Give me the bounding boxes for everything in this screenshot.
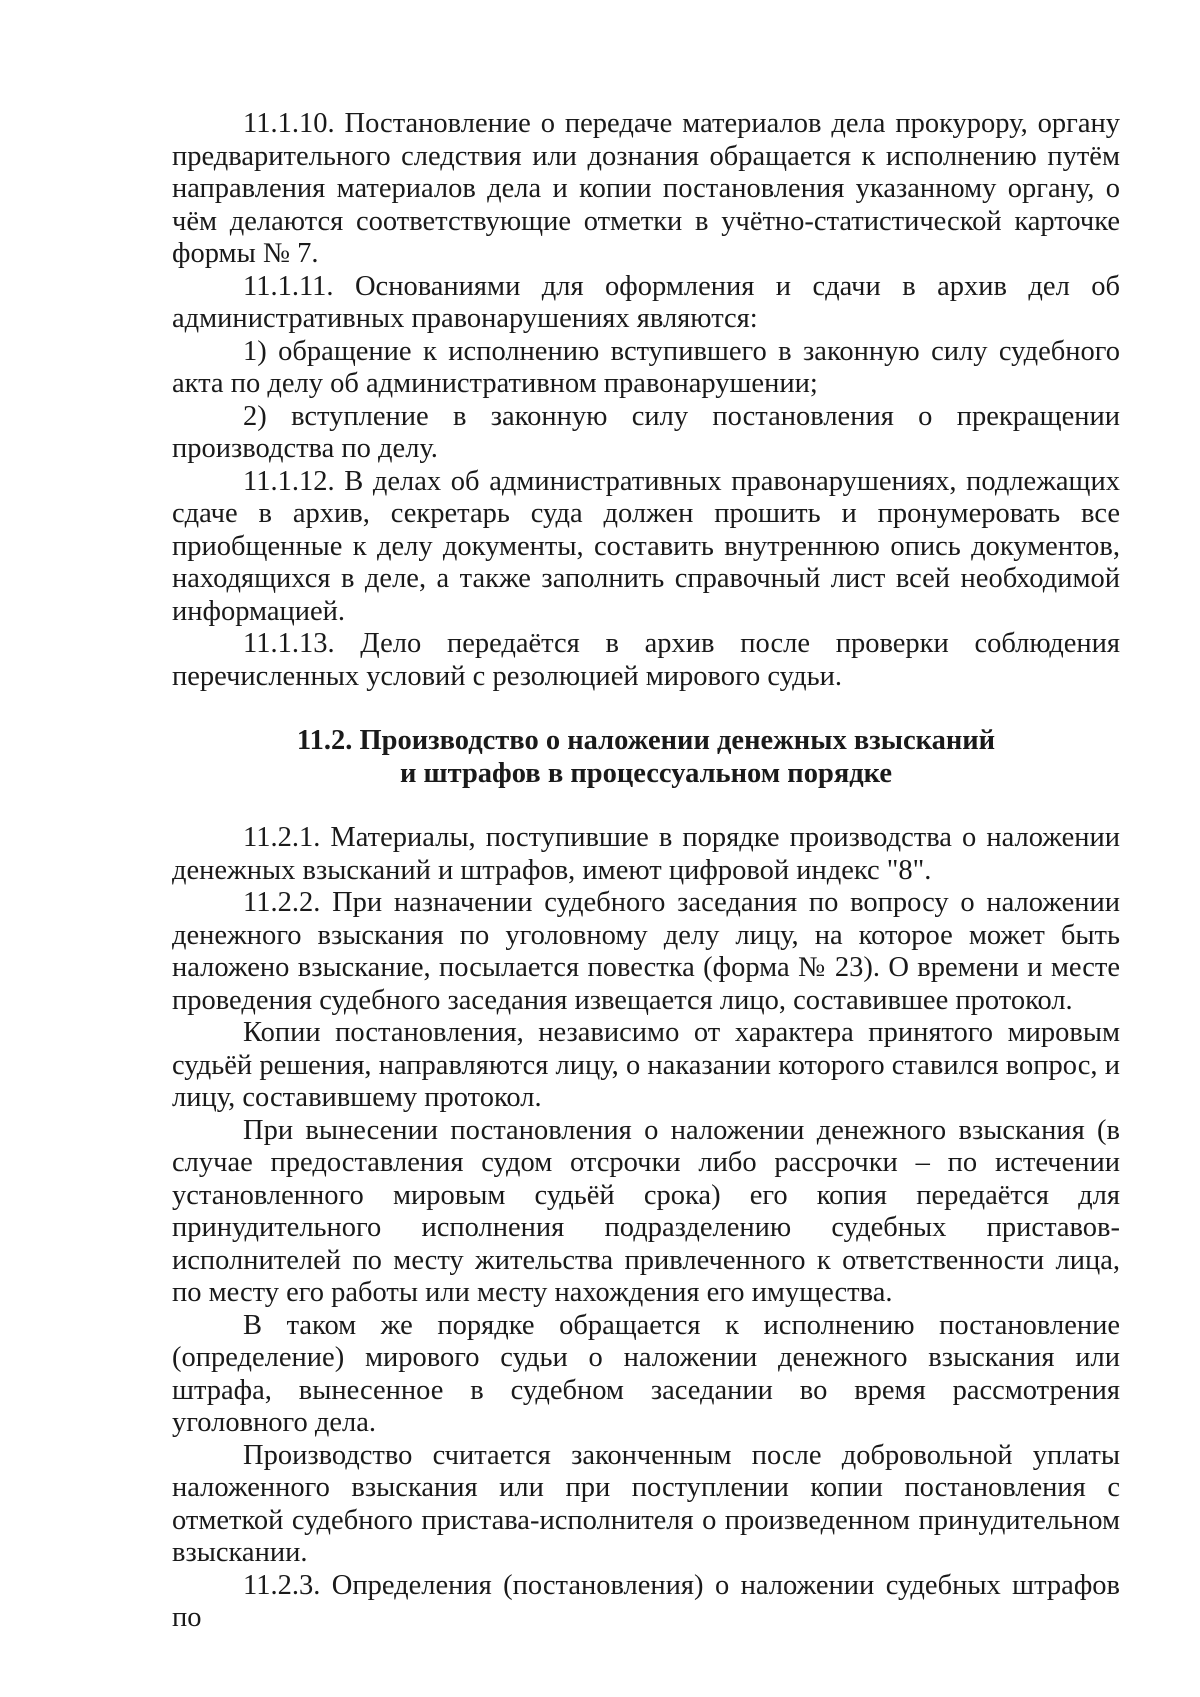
list-item-1: 1) обращение к исполнению вступившего в законную силу судебного акта по делу об административном правонарушении;: [172, 335, 1120, 399]
paragraph-11-1-12: 11.1.12. В делах об административных правонарушениях, подлежащих сдаче в архив, секретарь суда должен прошить и пронумеровать все приобщенные к делу документы, составить внутреннюю опись документов, находящихся в деле, а также заполнить справочный лист всей необходимой информацией.: [172, 465, 1120, 627]
paragraph-11-2-1: 11.2.1. Материалы, поступившие в порядке производства о наложении денежных взысканий и штрафов, имеют цифровой индекс "8".: [172, 822, 1120, 886]
paragraph-11-2-3: 11.2.3. Определения (постановления) о наложении судебных штрафов по: [172, 1569, 1120, 1633]
paragraph-11-1-13: 11.1.13. Дело передаётся в архив после проверки соблюдения перечисленных условий с резолюцией мирового судьи.: [172, 628, 1120, 692]
paragraph-enforcement: При вынесении постановления о наложении денежного взыскания (в случае предоставления судом отсрочки либо рассрочки – по истечении установленного мировым судьёй срока) его копия передаётся для принудительного исполнения подразделению судебных приставов-исполнителей по месту жительства привлеченного к ответственности лица, по месту его работы или месту нахождения его имущества.: [172, 1114, 1120, 1308]
paragraph-11-1-10: 11.1.10. Постановление о передаче материалов дела прокурору, органу предварительного следствия или дознания обращается к исполнению путём направления материалов дела и копии постановления указанному органу, о чём делаются соответствующие отметки в учётно-статистической карточке формы № 7.: [172, 108, 1120, 269]
spacer: [172, 693, 1120, 725]
paragraph-same-order: В таком же порядке обращается к исполнению постановление (определение) мирового судьи о наложении денежного взыскания или штрафа, вынесенное в судебном заседании во время рассмотрения уголовного дела.: [172, 1309, 1120, 1438]
paragraph-completion: Производство считается законченным после добровольной уплаты наложенного взыскания или при поступлении копии постановления с отметкой судебного пристава-исполнителя о произведенном принудительном взыскании.: [172, 1439, 1120, 1568]
paragraph-copies: Копии постановления, независимо от характера принятого мировым судьёй решения, направляются лицу, о наказании которого ставился вопрос, и лицу, составившему протокол.: [172, 1017, 1120, 1113]
paragraph-11-2-2: 11.2.2. При назначении судебного заседания по вопросу о наложении денежного взыскания по уголовному делу лицу, на которое может быть наложено взыскание, посылается повестка (форма № 23). О времени и месте проведения судебного заседания извещается лицо, составившее протокол.: [172, 887, 1120, 1016]
document-page: [172, 108, 1120, 1635]
paragraph-11-1-11: 11.1.11. Основаниями для оформления и сдачи в архив дел об административных правонарушениях являются:: [172, 270, 1120, 334]
list-item-2: 2) вступление в законную силу постановления о прекращении производства по делу.: [172, 400, 1120, 464]
section-heading-line-1: 11.2. Производство о наложении денежных взысканий: [296, 725, 996, 756]
section-heading-11-2: [172, 725, 1120, 790]
section-heading-line-2: и штрафов в процессуальном порядке: [399, 757, 893, 789]
spacer: [172, 790, 1120, 822]
